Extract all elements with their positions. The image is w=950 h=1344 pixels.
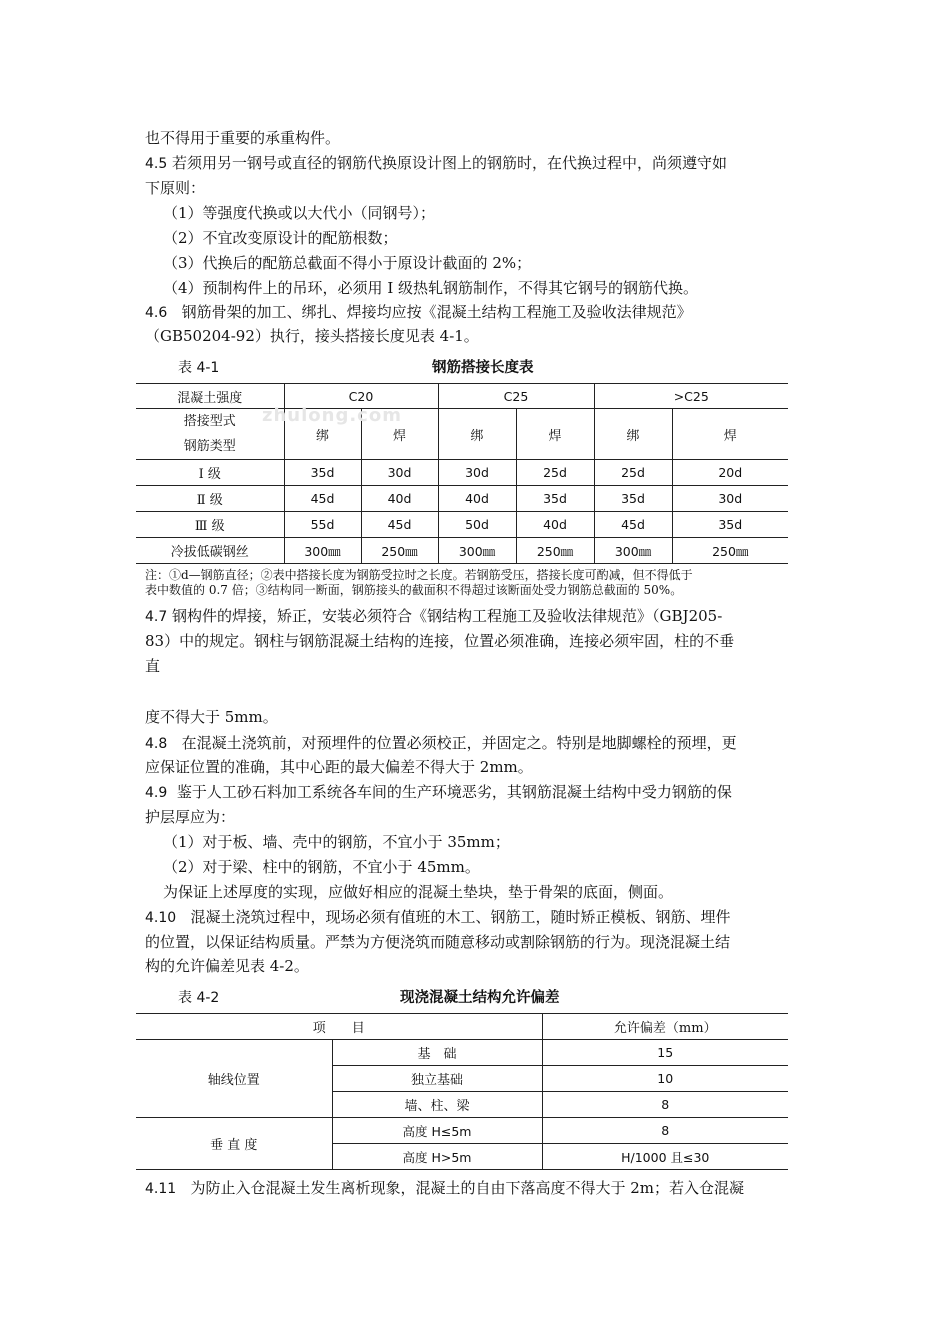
paragraph-4-10-line1 <box>145 907 731 928</box>
item-value: 8 <box>542 1118 788 1144</box>
cell: 20d <box>672 460 788 486</box>
tolerance-table <box>136 1013 788 1170</box>
item-name: 高度 H≤5m <box>332 1118 542 1144</box>
header-weld: 焊 <box>361 409 438 460</box>
item-name: 独立基础 <box>332 1066 542 1092</box>
rule-item-4: （4）预制构件上的吊环，必须用 I 级热轧钢筋制作，不得其它钢号的钢筋代换。 <box>163 279 699 297</box>
header-bind: 绑 <box>284 409 361 460</box>
cell: 35d <box>594 486 672 512</box>
table-row <box>136 1040 788 1066</box>
paragraph-line: 应保证位置的准确，其中心距的最大偏差不得大于 2mm。 <box>145 758 533 776</box>
cell: 300㎜ <box>438 538 516 564</box>
paragraph-4-8-line1 <box>145 733 737 754</box>
section-number: 4.10 <box>145 910 177 926</box>
paragraph-line: 为保证上述厚度的实现，应做好相应的混凝土垫块，垫于骨架的底面，侧面。 <box>163 883 674 901</box>
table-note-line2: 表中数值的 0.7 倍；③结构同一断面，钢筋接头的截面积不得超过该断面处受力钢筋总截面的 50%。 <box>145 583 683 597</box>
header-weld: 焊 <box>672 409 788 460</box>
paragraph-line: 护层厚应为： <box>145 808 236 826</box>
table-label: 表 4-2 <box>178 990 220 1006</box>
paragraph-line: （GB50204-92）执行，接头搭接长度见表 4-1。 <box>145 327 479 345</box>
table-note-line1: 注：①d—钢筋直径；②表中搭接长度为钢筋受拉时之长度。若钢筋受压，搭接长度可酌减，但不得低于 <box>145 568 693 582</box>
header-item: 项 目 <box>136 1014 542 1040</box>
rule-item-1: （1）等强度代换或以大代小（同钢号）； <box>163 204 436 222</box>
table-row <box>136 1118 788 1144</box>
item-value: 10 <box>542 1066 788 1092</box>
section-number: 4.6 <box>145 305 168 321</box>
cell: 45d <box>594 512 672 538</box>
paragraph-line: 83）中的规定。钢柱与钢筋混凝土结构的连接，位置必须准确，连接必须牢固，柱的不垂 <box>145 632 735 650</box>
header-gt-c25: >C25 <box>594 384 788 409</box>
row-label: 冷拔低碳钢丝 <box>136 538 284 564</box>
cell: 45d <box>361 512 438 538</box>
rule-item-3: （3）代换后的配筋总截面不得小于原设计截面的 2%； <box>163 254 532 272</box>
header-c25: C25 <box>438 384 594 409</box>
header-bind: 绑 <box>594 409 672 460</box>
cell: 50d <box>438 512 516 538</box>
cell: 30d <box>438 460 516 486</box>
cell: 45d <box>284 486 361 512</box>
header-bind: 绑 <box>438 409 516 460</box>
lap-length-table <box>136 383 788 564</box>
paragraph-line: 的位置，以保证结构质量。严禁为方便浇筑而随意移动或割除钢筋的行为。现浇混凝土结 <box>145 933 731 951</box>
header-c20: C20 <box>284 384 438 409</box>
section-number: 4.7 <box>145 609 168 625</box>
paragraph-4-5-line1 <box>145 153 727 174</box>
item-value: H/1000 且≤30 <box>542 1144 788 1170</box>
table-row <box>136 538 788 564</box>
header-steel: 钢筋类型 <box>183 439 236 454</box>
cell: 300㎜ <box>594 538 672 564</box>
paragraph-text: 钢构件的焊接，矫正，安装必须符合《钢结构工程施工及验收法律规范》（GBJ205- <box>172 607 723 625</box>
row-label: Ⅰ 级 <box>136 460 284 486</box>
table-row <box>136 512 788 538</box>
cell: 35d <box>516 486 594 512</box>
list-item: （1）对于板、墙、壳中的钢筋，不宜小于 35mm； <box>163 833 510 851</box>
paragraph-line: 直 <box>145 657 161 675</box>
paragraph-line: 也不得用于重要的承重构件。 <box>145 129 341 147</box>
cell: 40d <box>361 486 438 512</box>
header-weld: 焊 <box>516 409 594 460</box>
cell: 40d <box>516 512 594 538</box>
table-row <box>136 460 788 486</box>
paragraph-4-6-line1 <box>145 302 692 323</box>
section-number: 4.5 <box>145 156 168 172</box>
paragraph-text: 混凝土浇筑过程中，现场必须有值班的木工、钢筋工，随时矫正模板、钢筋、埋件 <box>190 908 731 926</box>
paragraph-text: 鉴于人工砂石料加工系统各车间的生产环境恶劣，其钢筋混凝土结构中受力钢筋的保 <box>176 783 732 801</box>
cell: 55d <box>284 512 361 538</box>
section-number: 4.11 <box>145 1181 177 1197</box>
cell: 35d <box>284 460 361 486</box>
header-strength: 混凝土强度 <box>136 384 284 409</box>
paragraph-text: 为防止入仓混凝土发生离析现象，混凝土的自由下落高度不得大于 2m；若入仓混凝 <box>190 1179 745 1197</box>
cell: 250㎜ <box>516 538 594 564</box>
paragraph-4-11-line1 <box>145 1178 744 1199</box>
item-value: 8 <box>542 1092 788 1118</box>
cell: 300㎜ <box>284 538 361 564</box>
row-label: Ⅱ 级 <box>136 486 284 512</box>
group-axis-position: 轴线位置 <box>136 1040 332 1118</box>
cell: 30d <box>672 486 788 512</box>
rule-item-2: （2）不宜改变原设计的配筋根数； <box>163 229 398 247</box>
item-name: 基 础 <box>332 1040 542 1066</box>
table-title: 钢筋搭接长度表 <box>432 360 534 376</box>
item-name: 高度 H>5m <box>332 1144 542 1170</box>
cell: 25d <box>594 460 672 486</box>
cell: 250㎜ <box>672 538 788 564</box>
paragraph-line: 度不得大于 5mm。 <box>145 708 278 726</box>
watermark: zhulong.com <box>262 405 402 426</box>
cell: 35d <box>672 512 788 538</box>
list-item: （2）对于梁、柱中的钢筋，不宜小于 45mm。 <box>163 858 480 876</box>
section-number: 4.9 <box>145 785 168 801</box>
paragraph-4-9-line1 <box>145 782 732 803</box>
cell: 30d <box>361 460 438 486</box>
cell: 40d <box>438 486 516 512</box>
item-name: 墙、柱、梁 <box>332 1092 542 1118</box>
table-row <box>136 486 788 512</box>
paragraph-4-7-line1 <box>145 606 722 627</box>
table-title: 现浇混凝土结构允许偏差 <box>400 990 560 1006</box>
header-deviation: 允许偏差（mm） <box>542 1014 788 1040</box>
group-verticality: 垂 直 度 <box>136 1118 332 1170</box>
paragraph-text: 钢筋骨架的加工、绑扎、焊接均应按《混凝土结构工程施工及验收法律规范》 <box>181 303 692 321</box>
paragraph-text: 在混凝土浇筑前，对预埋件的位置必须校正，并固定之。特别是地脚螺栓的预埋，更 <box>181 734 737 752</box>
paragraph-line: 下原则： <box>145 179 206 197</box>
paragraph-line: 构的允许偏差见表 4-2。 <box>145 957 309 975</box>
header-type: 搭接型式 <box>183 414 236 429</box>
table-label: 表 4-1 <box>178 360 220 376</box>
cell: 25d <box>516 460 594 486</box>
section-number: 4.8 <box>145 736 168 752</box>
cell: 250㎜ <box>361 538 438 564</box>
row-label: Ⅲ 级 <box>136 512 284 538</box>
item-value: 15 <box>542 1040 788 1066</box>
paragraph-text: 若须用另一钢号或直径的钢筋代换原设计图上的钢筋时，在代换过程中，尚须遵守如 <box>172 154 728 172</box>
